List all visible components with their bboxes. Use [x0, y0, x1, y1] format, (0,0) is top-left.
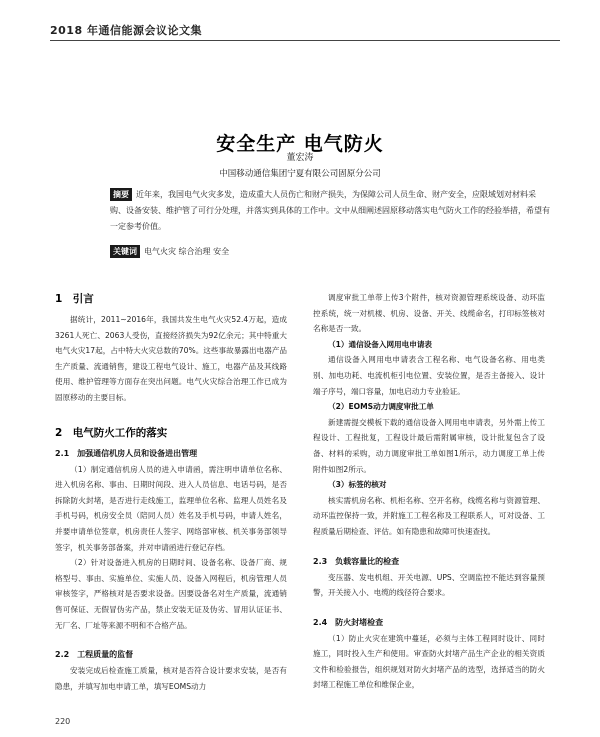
left-column	[55, 290, 287, 694]
list-item-heading: （3）标签的核对	[328, 480, 387, 490]
running-header	[50, 20, 560, 40]
subsection-heading: 2.4 防火封堵检查	[313, 617, 384, 627]
keywords-text: 电气火灾 综合治理 安全	[144, 247, 230, 256]
body-paragraph: 变压器、发电机组、开关电源、UPS、空调监控不能达到容量预警，开关接入小、电缆的线径符合要求。	[313, 572, 545, 598]
page-number: 220	[55, 717, 71, 726]
keywords-label: 关键词	[110, 245, 140, 258]
body-paragraph: （1）制定通信机房人员的进入申请函，需注明申请单位名称、进入机房名称、事由、日期时间段、进入人员信息、电话号码，是否拆除防火封堵，是否进行走线施工，监理单位名称、监理人员姓名及手机号码，机房安全员（陪同人员）姓名及手机号码，申请人姓名，并要申请单位签章，机房责任人签字、网络部审核、机关事务部领导签字，机关事务部备案，并对申请函进行登记存档。	[55, 464, 287, 552]
header-divider	[50, 40, 560, 41]
body-paragraph: 核实需机房名称、机柜名称、空开名称，线缆名称与资源管理、动环监控保持一致，并附施工工程名称及工程联系人，可对设备、工程质量后期检查、评估。如有隐患和故障可快速查找。	[313, 495, 545, 536]
subsection-heading: 2.2 工程质量的监督	[55, 650, 134, 660]
body-paragraph: 据统计，2011~2016年，我国共发生电气火灾52.4万起，造成3261人死亡、2063人受伤，直接经济损失为92亿余元；其中特重大电气火灾17起，占中特大火灾总数的70%。这些事故暴露出电器产品生产质量、流通销售，建设工程电气设计、施工，电器产品及其线路使用、维护管理等方面存在突出问题。电气火灾综合治理工作已成为固原移动的主要目标。	[55, 315, 287, 402]
section-heading: 2 电气防火工作的落实	[55, 426, 168, 439]
body-paragraph: （1）防止火灾在建筑中蔓延，必须与主体工程同时设计、同时施工，同时投入生产和使用。审查防火封堵产品生产企业的相关资质文件和检验报告，组织规划对防火封堵产品的选型，选择适当的防火封堵工程施工单位和维保企业，	[313, 633, 545, 690]
author-affiliation: 中国移动通信集团宁夏有限公司固原分公司	[219, 169, 381, 179]
body-paragraph: 安装完成后检查施工质量，核对是否符合设计要求安装，是否有隐患，并填写加电申请工单，填写EOMS动力	[55, 666, 287, 691]
list-item-heading: （1）通信设备入网用电申请表	[328, 339, 433, 349]
body-paragraph: 通信设备入网用电申请表含工程名称、电气设备名称、用电类别、加电功耗、电流机柜引电位置、安装位置，是否主备接入、设计端子序号，端口容量，加电启动力专业验证。	[313, 355, 545, 396]
author-name: 董宏涛	[286, 153, 314, 163]
article-title: 安全生产 电气防火	[216, 132, 384, 155]
abstract-label: 摘要	[110, 188, 132, 201]
subsection-heading: 2.1 加强通信机房人员和设备进出管理	[55, 448, 198, 458]
abstract-block	[110, 187, 550, 235]
section-heading: 1 引言	[55, 293, 94, 305]
list-item-heading: （2）EOMS动力调度审批工单	[328, 402, 434, 412]
abstract-text: 近年来，我国电气火灾多发，造成重大人员伤亡和财产损失，为保障公司人员生命、财产安全，应限域划对材料采购、设备安装、维护管了可行分处理，并落实到具体的工作中。文中从细阐述固原移动落实电气防火工作的经验举措，希望有一定参考价值。	[110, 190, 550, 231]
keywords-block	[110, 245, 550, 259]
running-header-title: 2018 年通信能源会议论文集	[50, 24, 202, 37]
subsection-heading: 2.3 负载容量比的检查	[313, 556, 400, 566]
body-paragraph: 调度审批工单带上传3个附件，核对资源管理系统设备、动环监控系统，统一对机楼、机房、设备、开关、线缆命名，打印标签核对名称是否一致。	[313, 293, 545, 334]
body-paragraph: 新建需提交模板下载的通信设备入网用电申请表，另外需上传工程设计、工程批复，工程设计最后需附属审核，设计批复包含了设备、材料的采购，动力调度审批工单如图1所示，动力调度工单上传附件如图2所示。	[313, 417, 545, 474]
body-paragraph: （2）针对设备进入机房的日期时间、设备名称、设备厂商、规格型号、事由、实施单位、实施人员、设备入网程后，机房管理人员审核签字，严格核对是否要求设备。因要设备名对生产质量，流通销售可保证、无假冒伪劣产品，禁止安装无证及伪劣、冒用认证证书、无厂名、厂址等来源不明和不合格产品。	[55, 558, 287, 630]
right-column	[313, 290, 545, 693]
